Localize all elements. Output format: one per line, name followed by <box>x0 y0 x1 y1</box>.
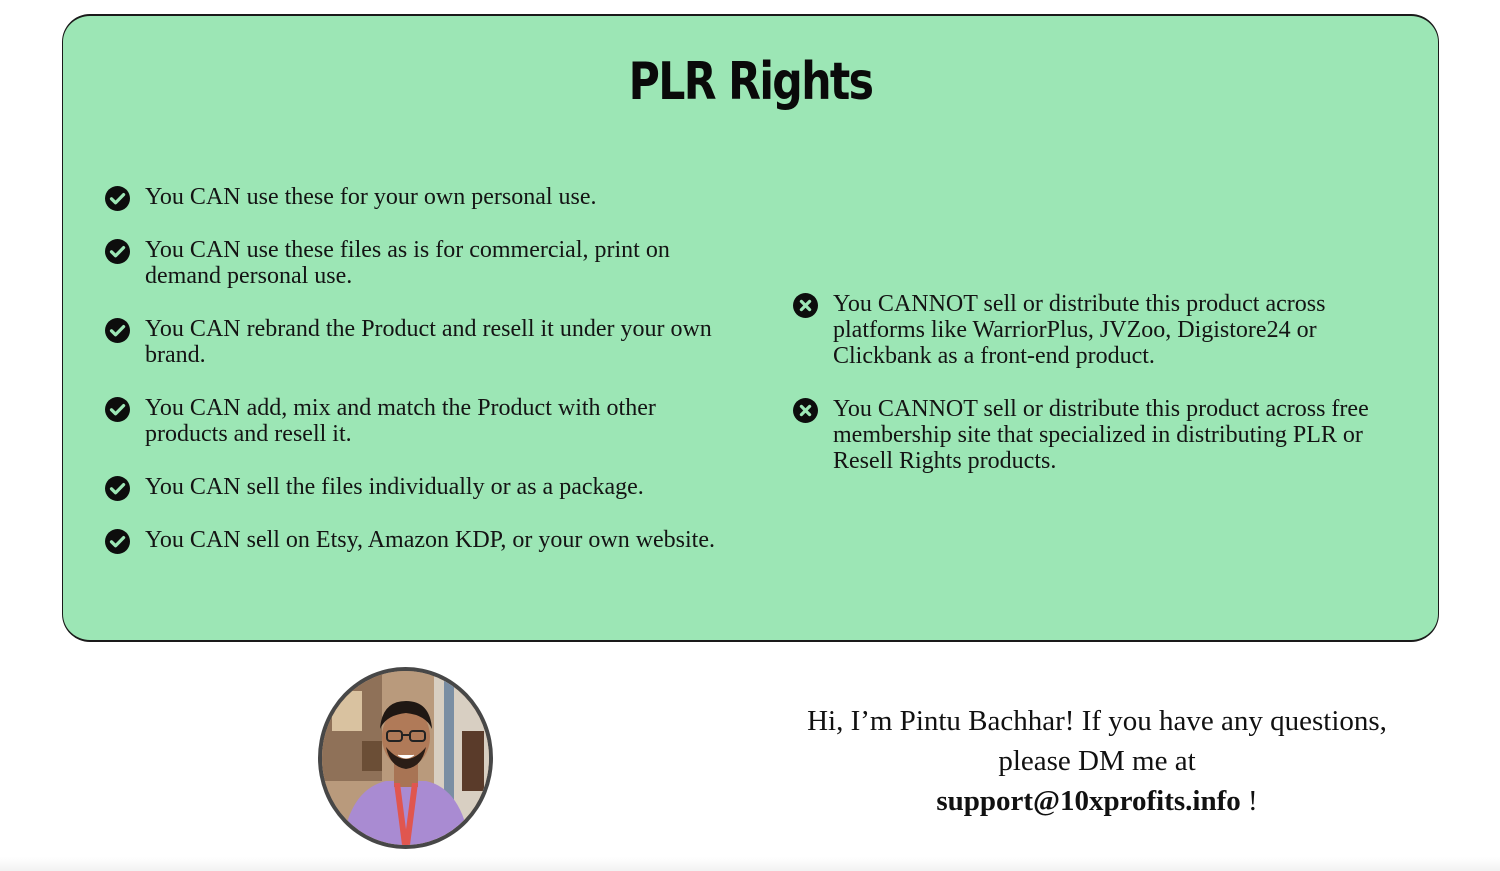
can-item <box>105 237 725 289</box>
profile-photo <box>318 667 493 849</box>
contact-intro: Hi, I’m Pintu Bachhar! If you have any questions, please DM me at <box>807 705 1387 777</box>
can-item <box>105 316 725 368</box>
cannot-item-text: You CANNOT sell or distribute this product across platforms like WarriorPlus, JVZoo, Digistore24 or Clickbank as a front-end product. <box>833 291 1326 369</box>
can-item-text: You CAN sell the files individually or as a package. <box>145 474 644 500</box>
rights-title: PLR Rights <box>628 52 873 112</box>
check-circle-icon <box>105 239 130 264</box>
can-item <box>105 527 725 553</box>
can-list <box>105 184 725 580</box>
cannot-item-text: You CANNOT sell or distribute this product across free membership site that specialized in distributing PLR or Resell Rights products. <box>833 396 1369 474</box>
cannot-item <box>793 291 1393 369</box>
check-circle-icon <box>105 476 130 501</box>
check-circle-icon <box>105 318 130 343</box>
can-item <box>105 474 725 500</box>
can-item-text: You CAN add, mix and match the Product with other products and resell it. <box>145 395 656 447</box>
x-circle-icon <box>793 398 818 423</box>
can-item-text: You CAN sell on Etsy, Amazon KDP, or your own website. <box>145 527 715 553</box>
x-circle-icon <box>793 293 818 318</box>
can-item-text: You CAN rebrand the Product and resell it under your own brand. <box>145 316 712 368</box>
support-email-link[interactable]: support@10xprofits.info <box>936 785 1241 817</box>
check-circle-icon <box>105 529 130 554</box>
check-circle-icon <box>105 397 130 422</box>
cannot-item <box>793 396 1393 474</box>
cannot-list <box>793 291 1393 501</box>
plr-rights-card <box>62 14 1439 642</box>
page-bottom-edge <box>0 857 1500 871</box>
can-item <box>105 395 725 447</box>
contact-trailing: ! <box>1240 785 1258 817</box>
can-item-text: You CAN use these for your own personal use. <box>145 184 597 210</box>
check-circle-icon <box>105 186 130 211</box>
can-item <box>105 184 725 210</box>
can-item-text: You CAN use these files as is for commercial, print on demand personal use. <box>145 237 670 289</box>
contact-message <box>780 701 1414 821</box>
